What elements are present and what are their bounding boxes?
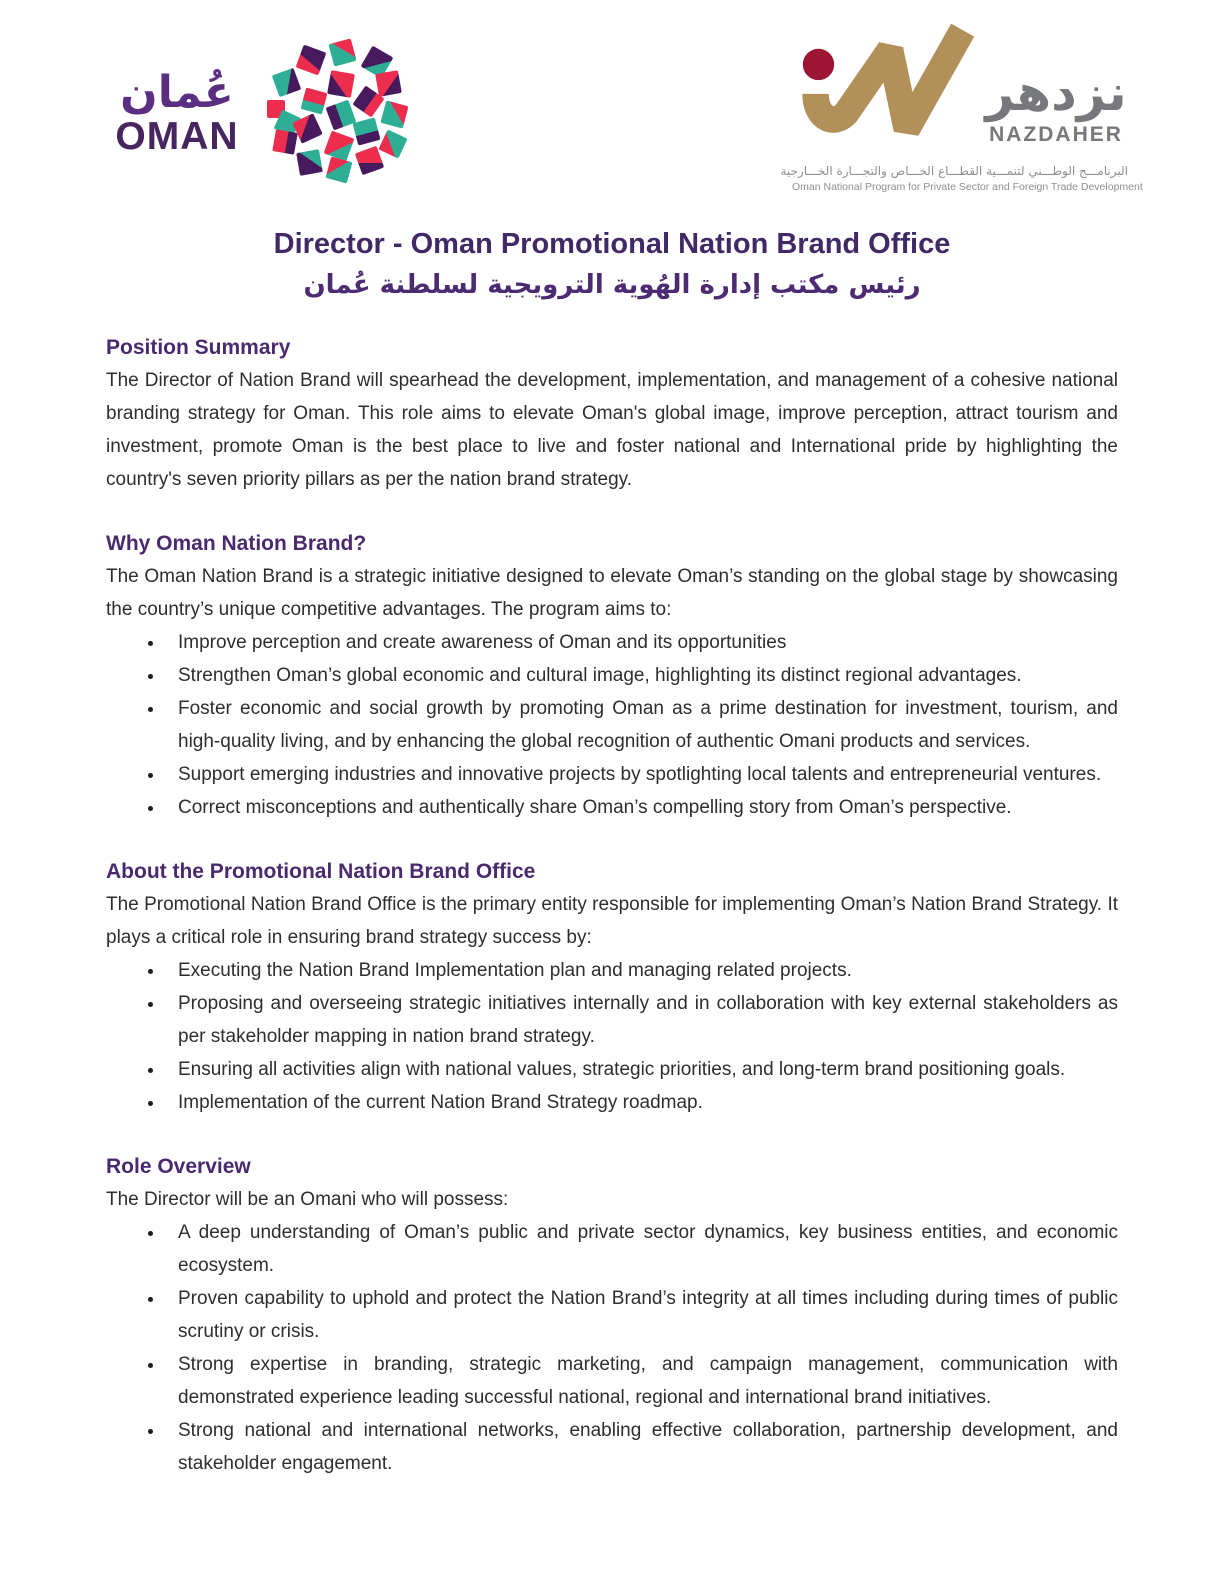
mosaic-tile xyxy=(301,88,328,115)
bullet-item: • Strengthen Oman’s global economic and cultural image, highlighting its distinct regional advantages. xyxy=(164,659,1118,692)
mosaic-tile xyxy=(375,70,402,97)
section-paragraph: The Director of Nation Brand will spearhead the development, implementation, and management of a cohesive national branding strategy for Oman. This role aims to elevate Oman's global image, improve perception, attract tourism and investment, promote Oman is the best place to live and foster national and International pride by highlighting the country's seven priority pillars as per the nation brand strategy. xyxy=(106,370,1118,490)
mosaic-tile xyxy=(326,100,357,131)
bullet-list xyxy=(106,626,1118,824)
bullet-item: • Proposing and overseeing strategic initiatives internally and in collaboration with key external stakeholders as per stakeholder mapping in nation brand strategy. xyxy=(164,987,1118,1053)
mosaic-tile xyxy=(296,45,327,76)
bullet-list xyxy=(106,1216,1118,1480)
document-section xyxy=(106,1154,1118,1480)
mosaic-tile xyxy=(327,70,355,98)
nazdaher-logo xyxy=(780,22,1143,193)
mosaic-tile xyxy=(296,149,323,176)
mosaic-tile xyxy=(380,100,408,128)
document-section xyxy=(106,859,1118,1119)
bullet-item: • Strong national and international networks, enabling effective collaboration, partnership development, and stakeholder engagement. xyxy=(164,1414,1118,1480)
bullet-item: • Ensuring all activities align with national values, strategic priorities, and long-term brand positioning goals. xyxy=(164,1053,1118,1086)
document-body xyxy=(106,335,1118,1480)
nazdaher-logo-top xyxy=(792,22,1128,152)
section-heading: Role Overview xyxy=(106,1155,251,1178)
mosaic-tile xyxy=(272,68,301,97)
nazdaher-n-icon xyxy=(792,22,998,152)
nazdaher-tagline-arabic: البرنامـــج الوطـــني لتنمـــية القطـــاع الخـــاص والتجـــارة الخـــارجية xyxy=(780,164,1128,178)
mosaic-tile xyxy=(272,129,297,154)
oman-wordmark xyxy=(103,66,251,158)
oman-latin-wordmark: OMAN xyxy=(115,114,239,158)
nazdaher-arabic-wordmark: نزدهر xyxy=(985,64,1127,122)
mosaic-tile xyxy=(352,117,380,145)
section-heading: Position Summary xyxy=(106,336,291,359)
nazdaher-wordmark xyxy=(984,64,1128,147)
bullet-item: • Proven capability to uphold and protect the Nation Brand’s integrity at all times including during times of public scrutiny or crisis. xyxy=(164,1282,1118,1348)
section-paragraph: The Oman Nation Brand is a strategic initiative designed to elevate Oman’s standing on the global stage by showcasing the country’s unique competitive advantages. The program aims to: xyxy=(106,566,1118,620)
oman-arabic-wordmark: عُمان xyxy=(120,66,234,118)
bullet-item: • Foster economic and social growth by promoting Oman as a prime destination for investment, tourism, and high-quality living, and by enhancing the global recognition of authentic Omani products and services. xyxy=(164,692,1118,758)
bullet-item: • Strong expertise in branding, strategic marketing, and campaign management, communication with demonstrated experience leading successful national, regional and international brand initiatives. xyxy=(164,1348,1118,1414)
page-title-arabic: رئيس مكتب إدارة الهُوية الترويجية لسلطنة عُمان xyxy=(303,270,921,300)
oman-brand-logo xyxy=(103,42,411,184)
mosaic-tile xyxy=(326,157,353,184)
section-paragraph: The Promotional Nation Brand Office is the primary entity responsible for implementing Oman’s Nation Brand Strategy. It plays a critical role in ensuring brand strategy success by: xyxy=(106,894,1118,948)
mosaic-tile xyxy=(328,38,356,66)
section-heading: Why Oman Nation Brand? xyxy=(106,532,367,555)
document-section xyxy=(106,335,1118,496)
bullet-item: • Improve perception and create awareness of Oman and its opportunities xyxy=(164,626,1118,659)
document-section xyxy=(106,531,1118,824)
bullet-item: • A deep understanding of Oman’s public and private sector dynamics, key business entities, and economic ecosystem. xyxy=(164,1216,1118,1282)
bullet-item: • Executing the Nation Brand Implementation plan and managing related projects. xyxy=(164,954,1118,987)
bullet-item: • Support emerging industries and innovative projects by spotlighting local talents and entrepreneurial ventures. xyxy=(164,758,1118,791)
nazdaher-latin-wordmark: NAZDAHER xyxy=(989,123,1123,146)
section-paragraph: The Director will be an Omani who will possess: xyxy=(106,1189,509,1210)
oman-mosaic-icon xyxy=(265,38,411,184)
nazdaher-tagline-english: Oman National Program for Private Sector and Foreign Trade Development xyxy=(792,181,1143,193)
mosaic-tile xyxy=(378,129,407,158)
page-title: Director - Oman Promotional Nation Brand Office xyxy=(273,228,951,260)
bullet-item: • Implementation of the current Nation Brand Strategy roadmap. xyxy=(164,1086,1118,1119)
section-heading: About the Promotional Nation Brand Office xyxy=(106,860,536,883)
bullet-list xyxy=(106,954,1118,1119)
bullet-item: • Correct misconceptions and authentically share Oman’s compelling story from Oman’s perspective. xyxy=(164,791,1118,824)
mosaic-tile xyxy=(324,131,355,162)
